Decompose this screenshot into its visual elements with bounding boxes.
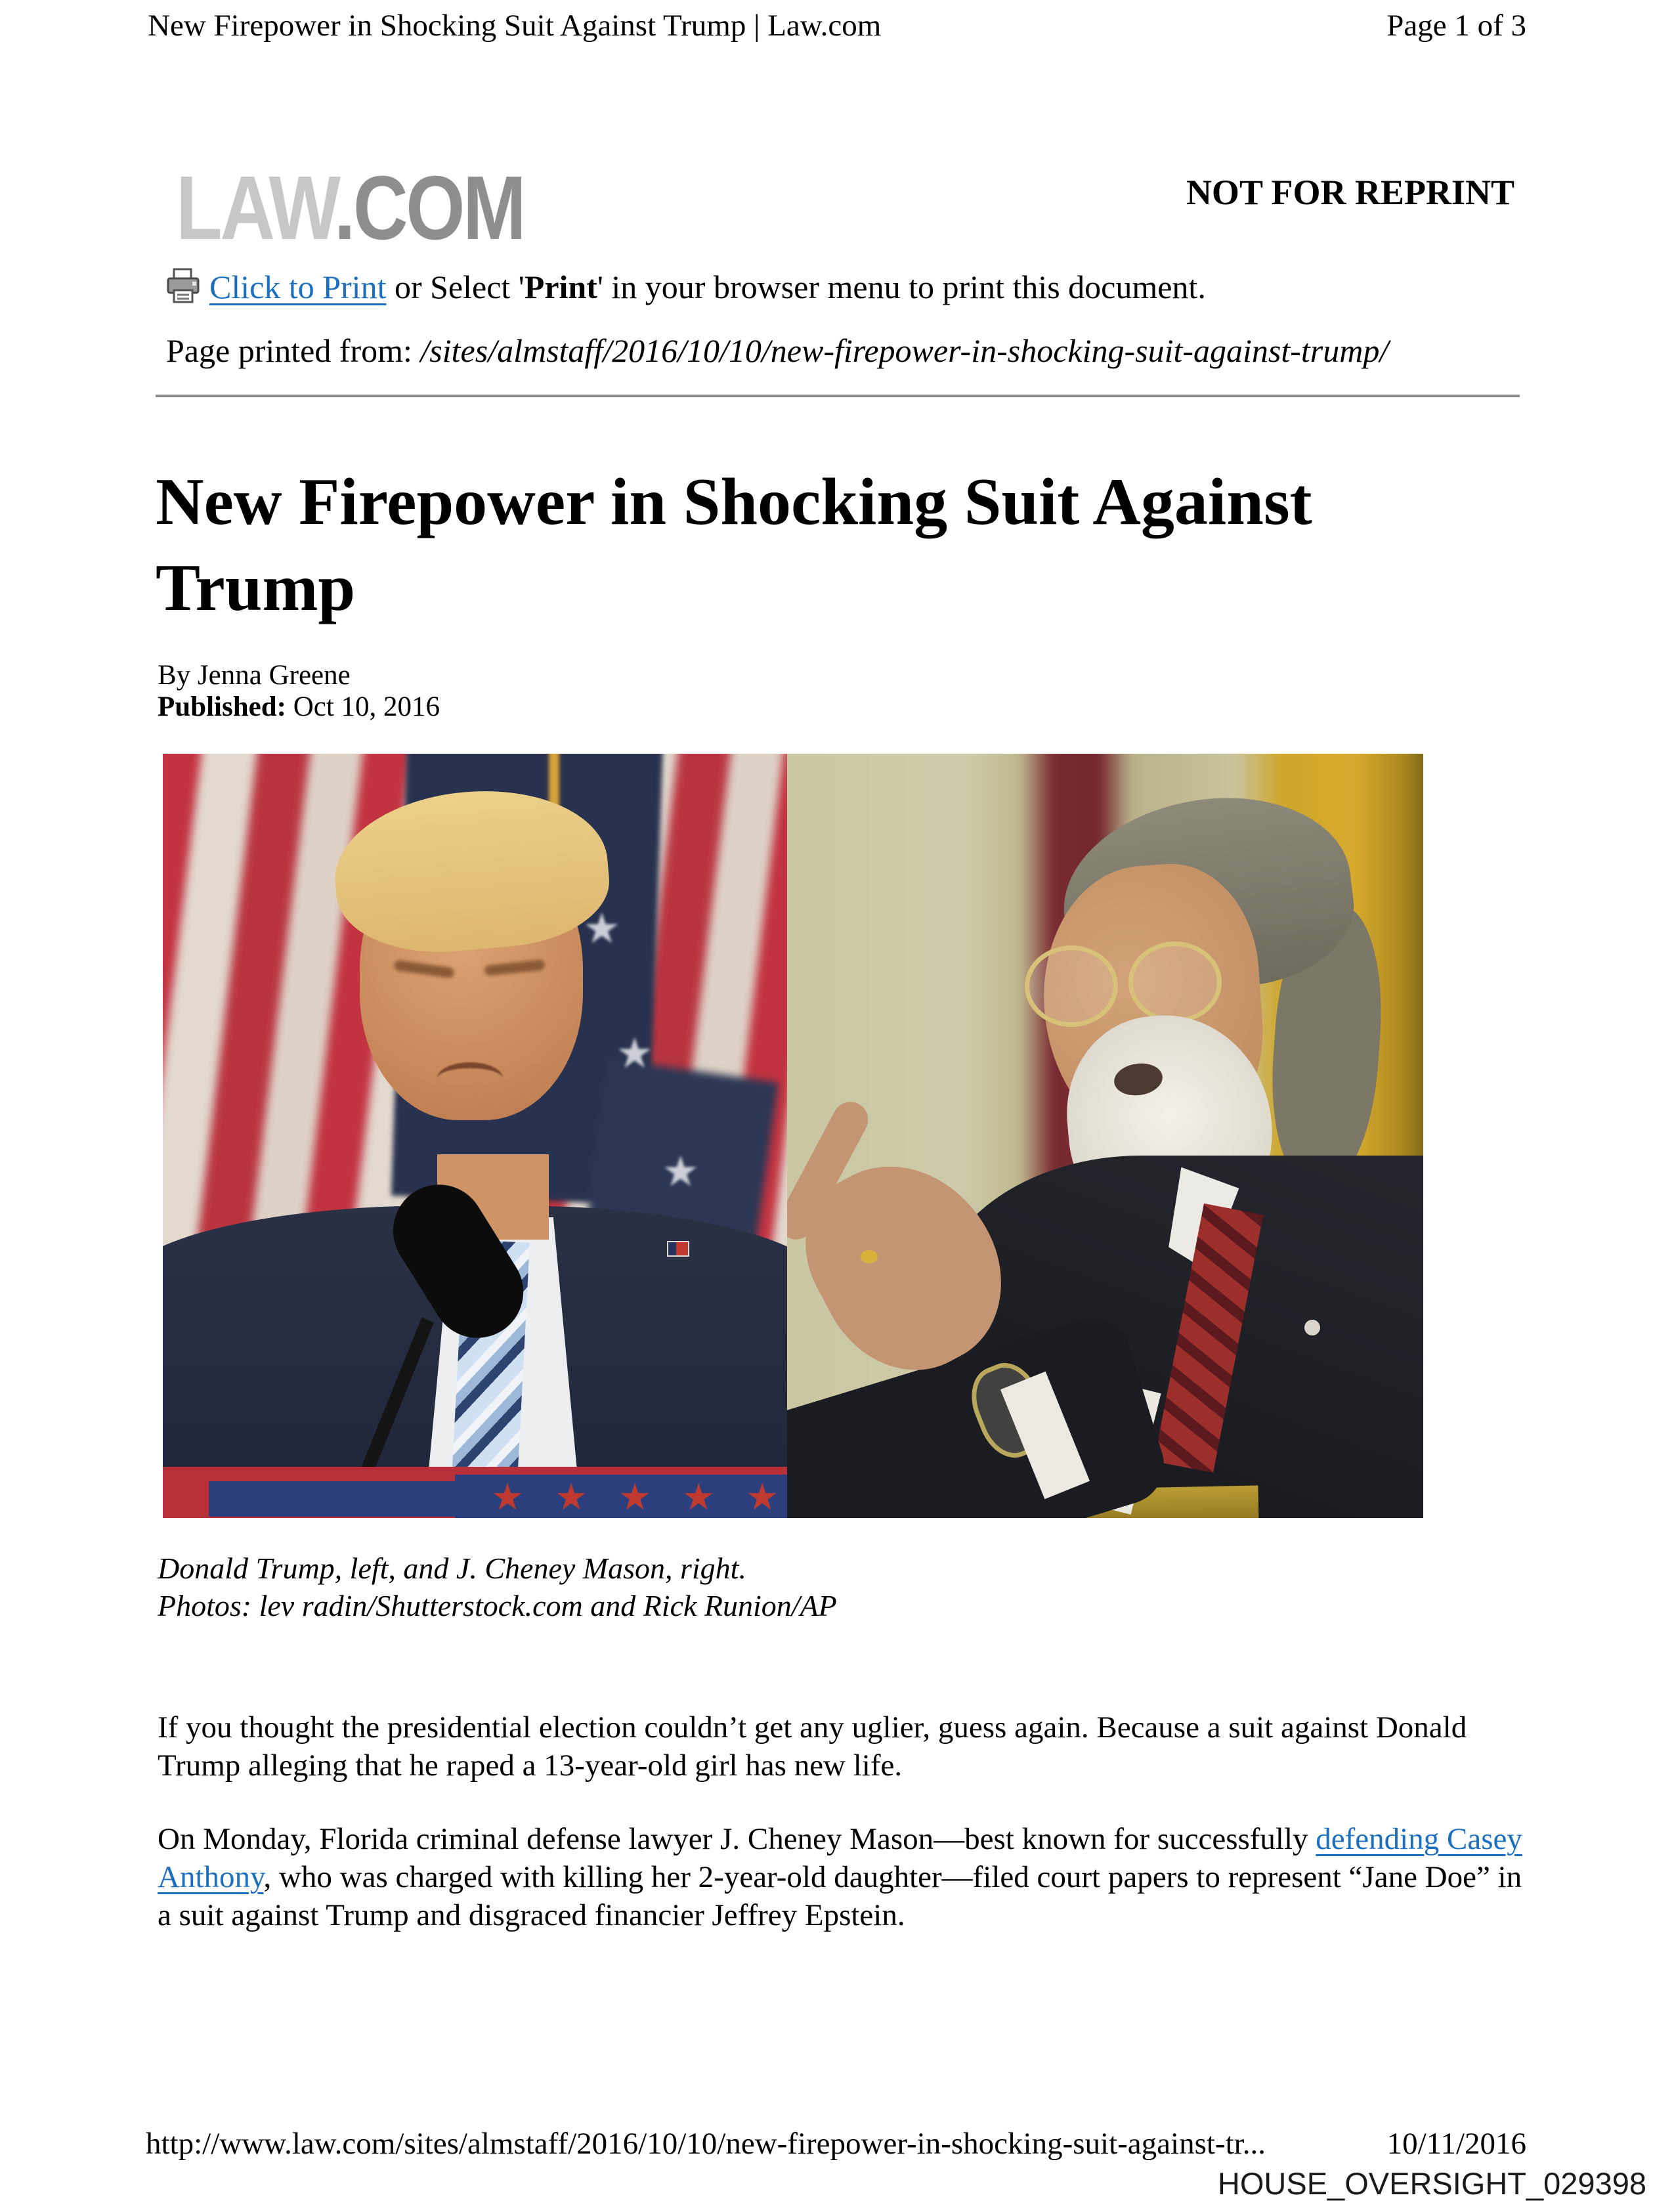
lawcom-logo-law: LAW	[176, 158, 335, 259]
click-to-print-link[interactable]: Click to Print	[209, 269, 387, 305]
photo-mason	[787, 754, 1423, 1518]
paragraph-2-text-1: On Monday, Florida criminal defense lawyer J. Cheney Mason—best known for successfully	[158, 1822, 1316, 1856]
glasses-icon	[1128, 942, 1222, 1023]
published-label: Published:	[158, 691, 286, 722]
byline-author: By Jenna Greene	[158, 660, 351, 691]
mason-lapel-pin	[1304, 1320, 1320, 1335]
print-bar-text-2: ' in your browser menu to print this document.	[597, 269, 1206, 305]
running-footer	[146, 2126, 1526, 2161]
podium-star-icon: ★	[746, 1476, 779, 1518]
podium-star-icon: ★	[555, 1476, 588, 1518]
printed-from-label: Page printed from:	[166, 332, 421, 369]
article-title-line2: Trump	[156, 550, 356, 625]
print-bar-bold-word: Print	[524, 269, 597, 305]
article-byline	[158, 660, 440, 723]
trump-frown	[437, 1062, 503, 1095]
printer-icon[interactable]	[166, 268, 200, 305]
article-title	[156, 460, 1403, 631]
article-photo	[163, 754, 1423, 1518]
page-printed-from-line	[166, 332, 1388, 370]
article-paragraph-2	[158, 1820, 1530, 1934]
podium-star-icon: ★	[682, 1476, 716, 1518]
footer-url: http://www.law.com/sites/almstaff/2016/10/10/new-firepower-in-shocking-suit-against-tr...	[146, 2127, 1266, 2161]
podium-star-icon: ★	[491, 1476, 525, 1518]
flag-lapel-pin	[667, 1241, 689, 1257]
article-paragraph-1: If you thought the presidential election couldn’t get any uglier, guess again. Because a suit against Donald Trump alleging that he raped a 13-year-old girl has new life.	[158, 1710, 1467, 1783]
published-date: Oct 10, 2016	[286, 691, 440, 722]
flag-star-icon: ★	[616, 1030, 654, 1078]
lawcom-logo-com: .COM	[334, 158, 525, 259]
print-bar	[166, 261, 1206, 306]
running-header-title: New Firepower in Shocking Suit Against Trump | Law.com	[148, 9, 882, 43]
podium-banner	[163, 1467, 787, 1518]
printed-from-path: /sites/almstaff/2016/10/10/new-firepower-in-shocking-suit-against-trump/	[420, 332, 1389, 369]
podium-banner-frame	[163, 1475, 455, 1518]
flag-star-icon: ★	[662, 1148, 700, 1196]
photo-caption	[158, 1550, 837, 1624]
bates-number: HOUSE_OVERSIGHT_029398	[1217, 2166, 1646, 2201]
photo-trump	[163, 754, 787, 1518]
flag-star-icon: ★	[583, 905, 621, 953]
glasses-icon	[1025, 945, 1118, 1027]
photo-caption-line1: Donald Trump, left, and J. Cheney Mason, right.	[158, 1551, 746, 1585]
lawcom-logo	[176, 158, 525, 259]
gold-ring-icon	[861, 1250, 878, 1263]
footer-print-date: 10/11/2016	[1386, 2127, 1526, 2161]
horizontal-divider	[156, 395, 1520, 397]
podium-star-icon: ★	[618, 1476, 652, 1518]
photo-caption-line2: Photos: lev radin/Shutterstock.com and Rick Runion/AP	[158, 1589, 837, 1622]
not-for-reprint-notice: NOT FOR REPRINT	[1186, 173, 1514, 212]
casey-anthony-link[interactable]: defending Casey Anthony	[158, 1822, 1522, 1894]
paragraph-2-text-2: , who was charged with killing her 2-year-old daughter—filed court papers to represent “Jane Doe” in a suit against Trump and disgraced financier Jeffrey Epstein.	[158, 1860, 1522, 1932]
article-title-line1: New Firepower in Shocking Suit Against	[156, 465, 1312, 539]
byline-published	[158, 691, 440, 723]
running-header-page-number: Page 1 of 3	[1386, 9, 1526, 43]
running-header	[148, 8, 1526, 43]
print-bar-text-1: or Select '	[386, 269, 525, 305]
